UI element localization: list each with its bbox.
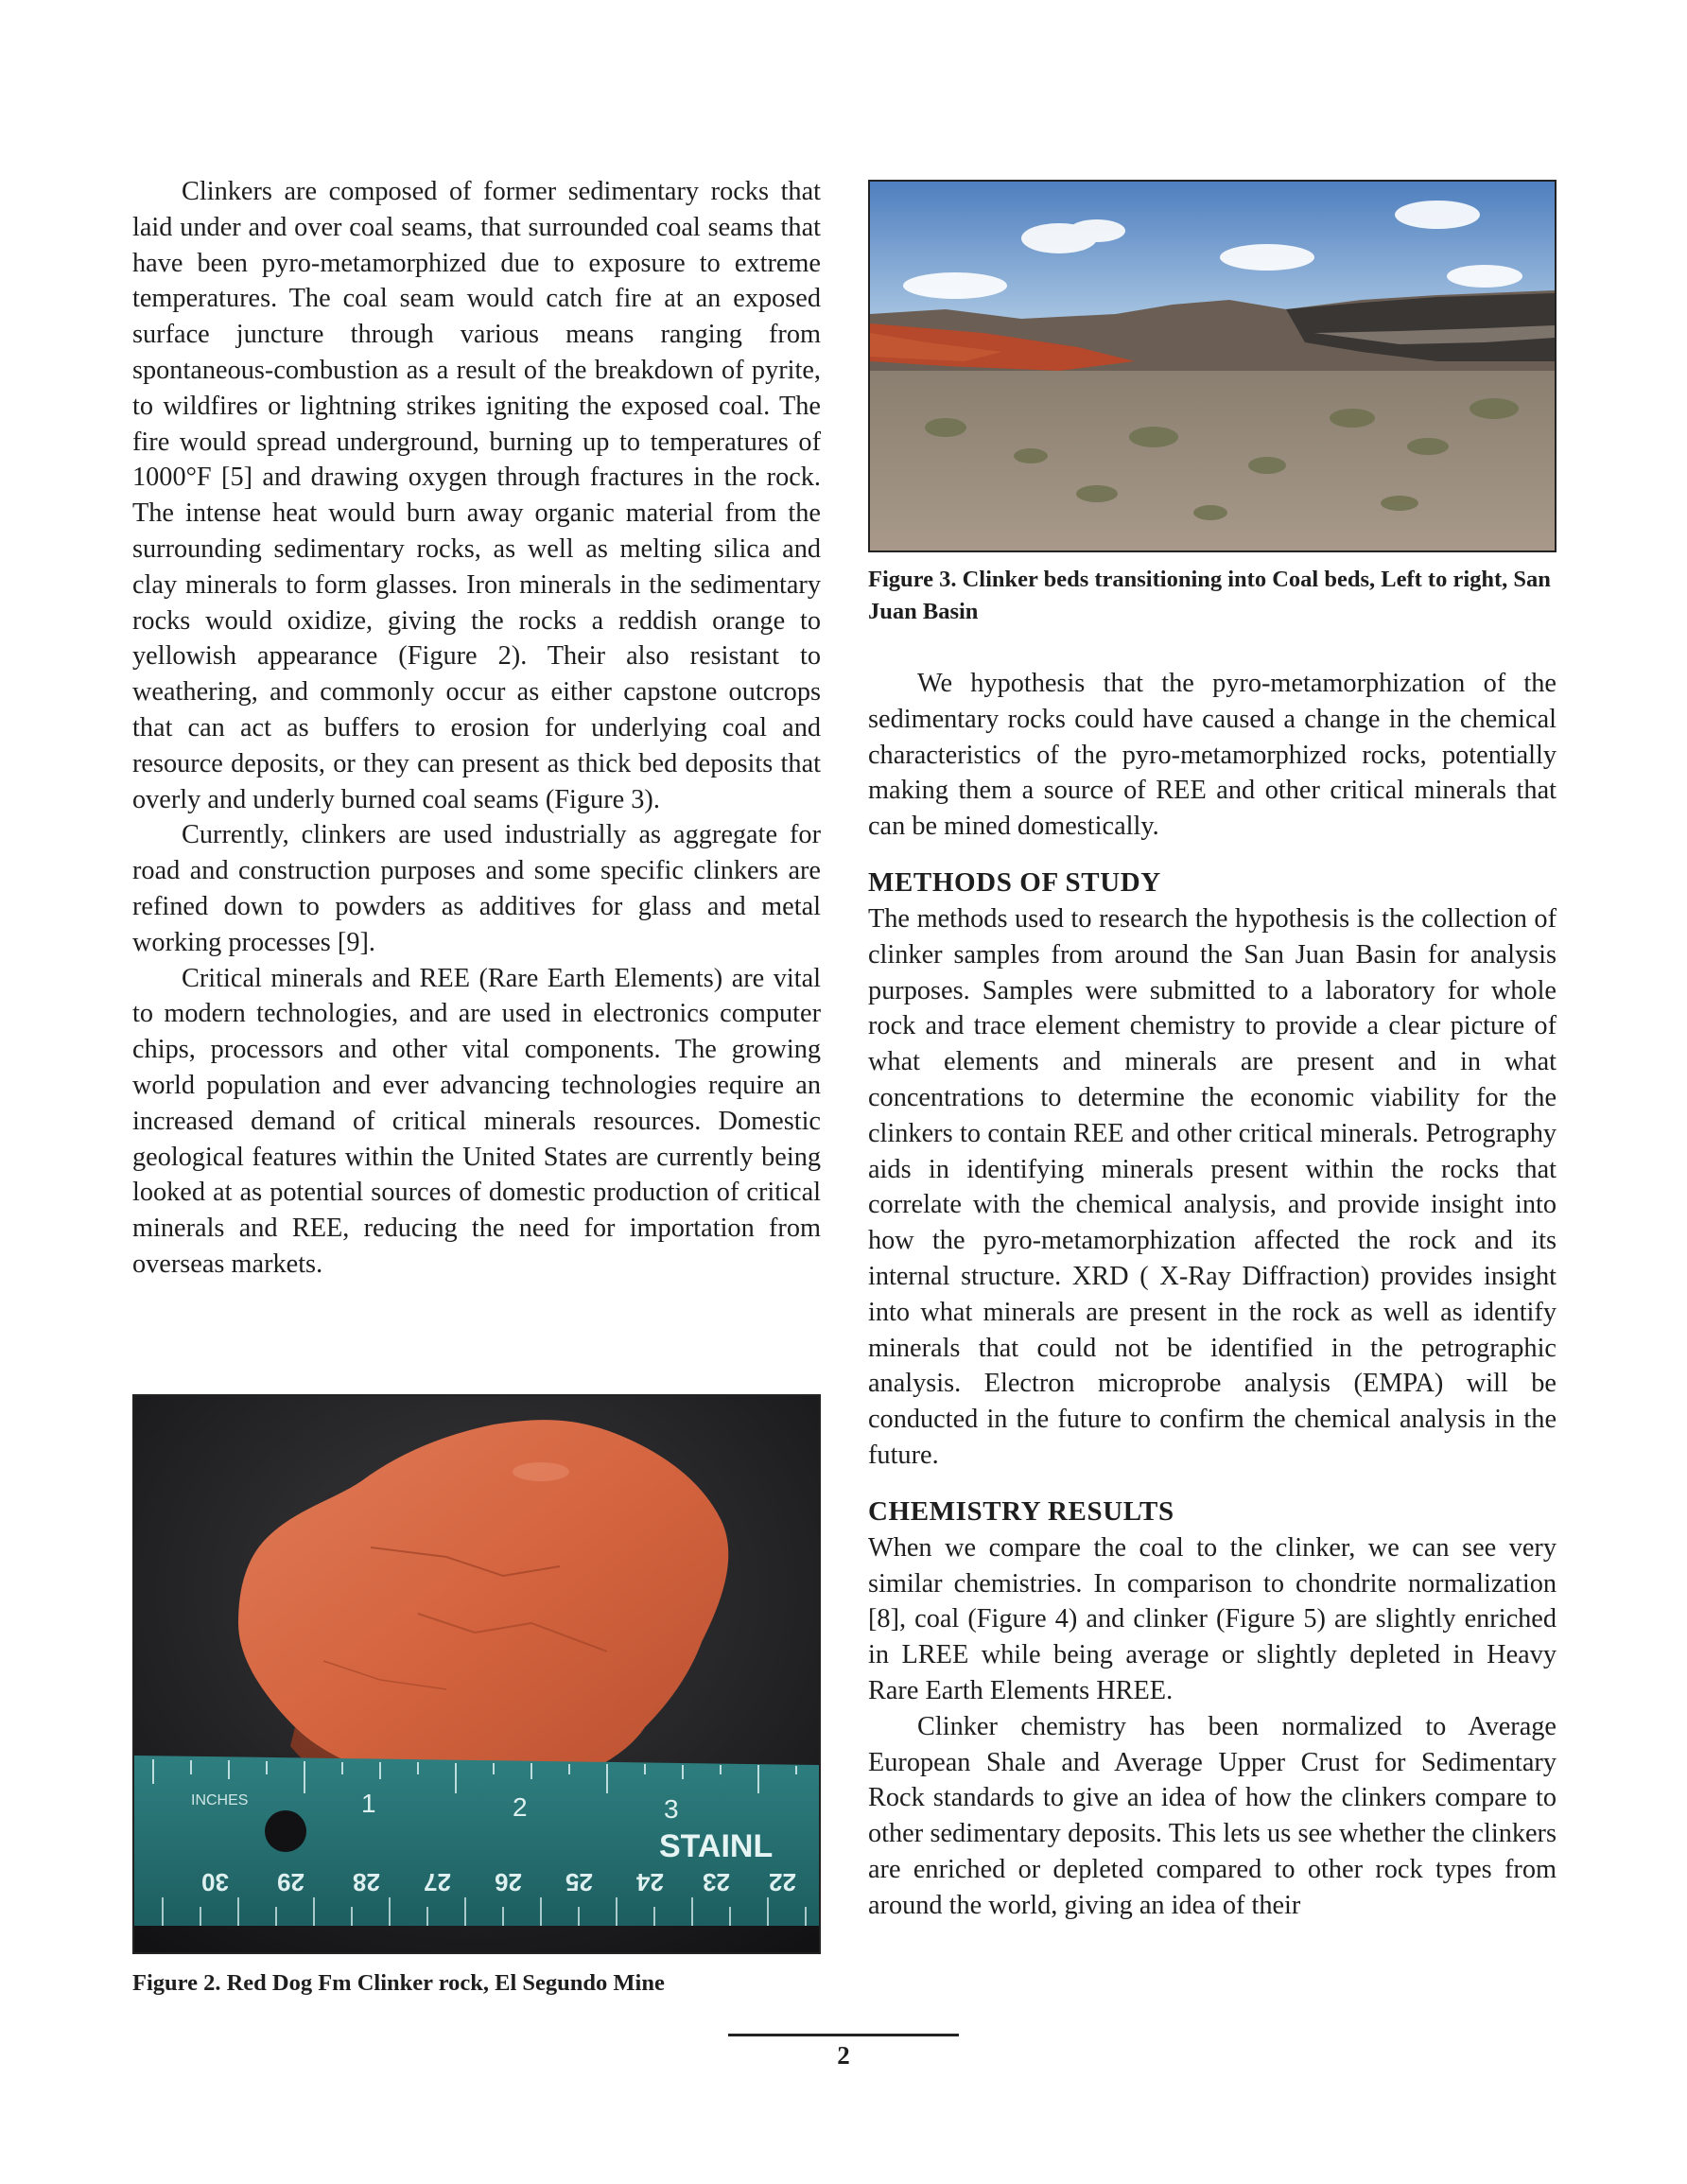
left-column — [132, 174, 821, 1283]
ruler-number-3: 3 — [664, 1794, 679, 1824]
paragraph-chemistry-2: Clinker chemistry has been normalized to Average European Shale and Average Upper Crust for Sedimentary Rock standards to give an idea of how the clinkers compare to other sedimentary deposits. This lets us see whether the clinkers are enriched or depleted compared to other rock types from around the world, giving an idea of their — [868, 1711, 1557, 1920]
ruler-bottom-number: 25 — [565, 1868, 593, 1896]
paragraph-chemistry-1: When we compare the coal to the clinker, we can see very similar chemistries. In comparison to chondrite normalization [8], coal (Figure 4) and clinker (Figure 5) are slightly enriched in LREE while being average or slightly depleted in Heavy Rare Earth Elements HREE. — [868, 1532, 1557, 1705]
landscape-photo — [870, 182, 1555, 550]
ruler-bottom-number: 28 — [353, 1868, 380, 1896]
figure-2-caption: Figure 2. Red Dog Fm Clinker rock, El Segundo Mine — [132, 1970, 665, 1996]
ruler-units-label: INCHES — [191, 1792, 249, 1808]
ruler-bottom-number: 30 — [201, 1868, 229, 1896]
paragraph-industrial-uses: Currently, clinkers are used industrially as aggregate for road and construction purposes and some specific clinkers are refined down to powders as additives for glass and metal working processes [9]. — [132, 820, 821, 957]
ruler-bottom-number: 23 — [703, 1868, 730, 1896]
ruler-number-1: 1 — [361, 1789, 376, 1818]
ruler-bottom-number: 29 — [277, 1868, 304, 1896]
ruler-bottom-number: 24 — [636, 1868, 664, 1896]
paragraph-critical-minerals: Critical minerals and REE (Rare Earth Elements) are vital to modern technologies, and are used in electronics computer chips, processors and other vital components. The growing world population and ever advancing technologies require an increased demand of critical minerals resources. Domestic geological features within the United States are currently being looked at as potential sources of domestic production of critical minerals and REE, reducing the need for importation from overseas markets. — [132, 963, 821, 1279]
ruler-brand-text: STAINL — [659, 1828, 774, 1864]
paragraph-methods: The methods used to research the hypothesis is the collection of clinker samples from around the San Juan Basin for analysis purposes. Samples were submitted to a laboratory for whole rock and trace element chemistry to provide a clear picture of what elements and minerals are present and in what concentrations to determine the economic viability for the clinkers to contain REE and other critical minerals. Petrography aids in identifying minerals present within the rocks that correlate with the chemical analysis, and provide insight into how the pyro-metamorphization affected the rock and its internal structure. XRD ( X-Ray Diffraction) provides insight into what minerals are present in the rock as well as identify minerals that could not be identified in the petrographic analysis. Electron microprobe analysis (EMPA) will be conducted in the future to confirm the chemical analysis in the future. — [868, 903, 1557, 1470]
clinker-rock-photo — [134, 1396, 819, 1952]
figure-2-image — [132, 1394, 821, 1954]
right-column-text — [868, 666, 1557, 1924]
ruler-number-2: 2 — [513, 1792, 528, 1822]
ruler-bottom-number: 27 — [424, 1868, 451, 1896]
footer-rule — [728, 2034, 959, 2036]
section-heading-methods: METHODS OF STUDY — [868, 866, 1161, 898]
figure-3-image — [868, 180, 1557, 552]
ruler-bottom-number: 22 — [769, 1868, 796, 1896]
figure-3-caption: Figure 3. Clinker beds transitioning into Coal beds, Left to right, San Juan Basin — [868, 567, 1551, 624]
section-heading-chemistry: CHEMISTRY RESULTS — [868, 1495, 1174, 1527]
paragraph-hypothesis: We hypothesis that the pyro-metamorphization of the sedimentary rocks could have caused a change in the chemical characteristics of the pyro-metamorphized rocks, potentially making them a source of REE and other critical minerals that can be mined domestically. — [868, 669, 1557, 842]
ruler-bottom-number: 26 — [495, 1868, 522, 1896]
page-number: 2 — [837, 2041, 850, 2070]
figure-3-caption-block — [868, 564, 1557, 628]
paragraph-clinker-formation: Clinkers are composed of former sedimentary rocks that laid under and over coal seams, that surrounded coal seams that have been pyro-metamorphized due to exposure to extreme temperatures. The coal seam would catch fire at an exposed surface juncture through various means ranging from spontaneous-combustion as a result of the breakdown of pyrite, to wildfires or lightning strikes igniting the exposed coal. The fire would spread underground, burning up to temperatures of 1000°F [5] and drawing oxygen through fractures in the rock. The intense heat would burn away organic material from the surrounding sedimentary rocks, as well as melting silica and clay minerals to form glasses. Iron minerals in the sedimentary rocks would oxidize, giving the rocks a reddish orange to yellowish appearance (Figure 2). Their also resistant to weathering, and commonly occur as either capstone outcrops that can act as buffers to erosion for underlying coal and resource deposits, or they can present as thick bed deposits that overly and underly burned coal seams (Figure 3). — [132, 177, 821, 814]
